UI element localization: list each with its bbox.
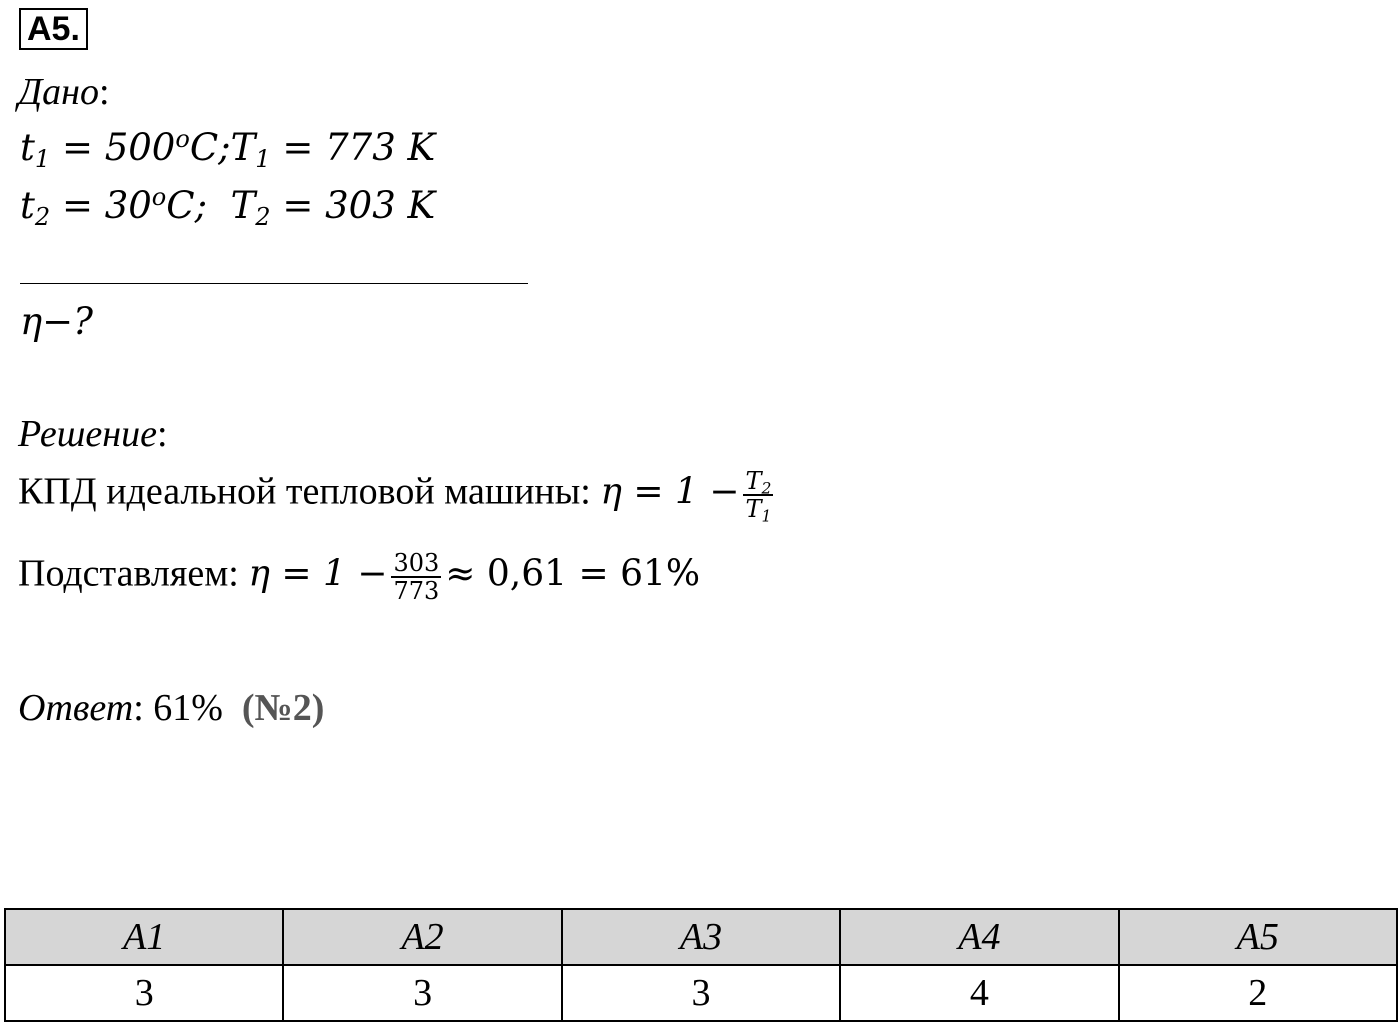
- answer-table-value-a4: 4: [840, 965, 1118, 1021]
- answer-option: (№2): [241, 687, 325, 729]
- solution-step-2: [18, 550, 700, 604]
- T2-value: = 303 K: [270, 184, 436, 227]
- step2-numerator: 303: [393, 549, 440, 577]
- step1-fraction: [743, 467, 773, 526]
- t2-degree: o: [151, 182, 167, 211]
- given-line-1: [20, 124, 436, 174]
- answer-table-value-a3: 3: [562, 965, 840, 1021]
- t2-unit: C;: [166, 184, 208, 227]
- solution-step-1: [18, 467, 777, 526]
- step1-denominator: $T_1$: [745, 495, 772, 526]
- answer-table-value-a5: 2: [1119, 965, 1397, 1021]
- given-divider: [20, 283, 528, 284]
- T1-subscript: 1: [255, 145, 271, 174]
- given-heading: [18, 70, 110, 114]
- T2-subscript: 2: [255, 203, 271, 232]
- t2-symbol: t: [20, 184, 35, 227]
- solution-label: Решение: [18, 413, 157, 455]
- answer-table-value-a2: 3: [283, 965, 561, 1021]
- answer-table-header-a1: A1: [5, 909, 283, 965]
- solution-colon: :: [156, 413, 168, 455]
- step1-text: КПД идеальной тепловой машины:: [18, 470, 601, 513]
- find-quantity: η−?: [20, 300, 94, 343]
- answer-value: : 61%: [133, 687, 223, 729]
- step1-formula-lhs: η = 1 −: [600, 471, 740, 513]
- answer-table-value-a1: 3: [5, 965, 283, 1021]
- answer-table-header-row: [5, 909, 1397, 965]
- t2-subscript: 2: [34, 203, 51, 232]
- T1-value: = 773 K: [270, 126, 436, 169]
- answer-table-header-a3: A3: [562, 909, 840, 965]
- answer-label: Ответ: [18, 687, 134, 729]
- step2-formula-lhs: η = 1 −: [248, 553, 388, 595]
- solution-heading: [18, 412, 168, 456]
- given-line-2: [20, 182, 436, 232]
- t1-symbol: t: [20, 126, 35, 169]
- answer-table-header-a2: A2: [283, 909, 561, 965]
- t1-value: = 500: [50, 126, 176, 169]
- t1-degree: o: [175, 124, 190, 153]
- given-colon: :: [99, 71, 110, 113]
- answer-table: [4, 908, 1398, 1022]
- t1-unit: C;: [189, 126, 231, 169]
- step2-result: ≈ 0,61 = 61%: [445, 553, 701, 595]
- t2-value: = 30: [50, 184, 152, 227]
- answer-table-header-a4: A4: [840, 909, 1118, 965]
- step1-numerator: $T_2$: [745, 467, 772, 498]
- step2-text: Подставляем:: [18, 552, 249, 595]
- task-number-tag: А5.: [19, 8, 88, 50]
- step2-fraction: [391, 550, 441, 604]
- T1-symbol: T: [230, 126, 256, 169]
- answer-table-header-a5: A5: [1119, 909, 1397, 965]
- given-label: Дано: [18, 71, 100, 113]
- answer-line: [18, 686, 324, 730]
- answer-table-values-row: [5, 965, 1397, 1021]
- T2-symbol: T: [230, 184, 256, 227]
- t1-subscript: 1: [34, 145, 51, 174]
- step2-denominator: 773: [393, 577, 440, 605]
